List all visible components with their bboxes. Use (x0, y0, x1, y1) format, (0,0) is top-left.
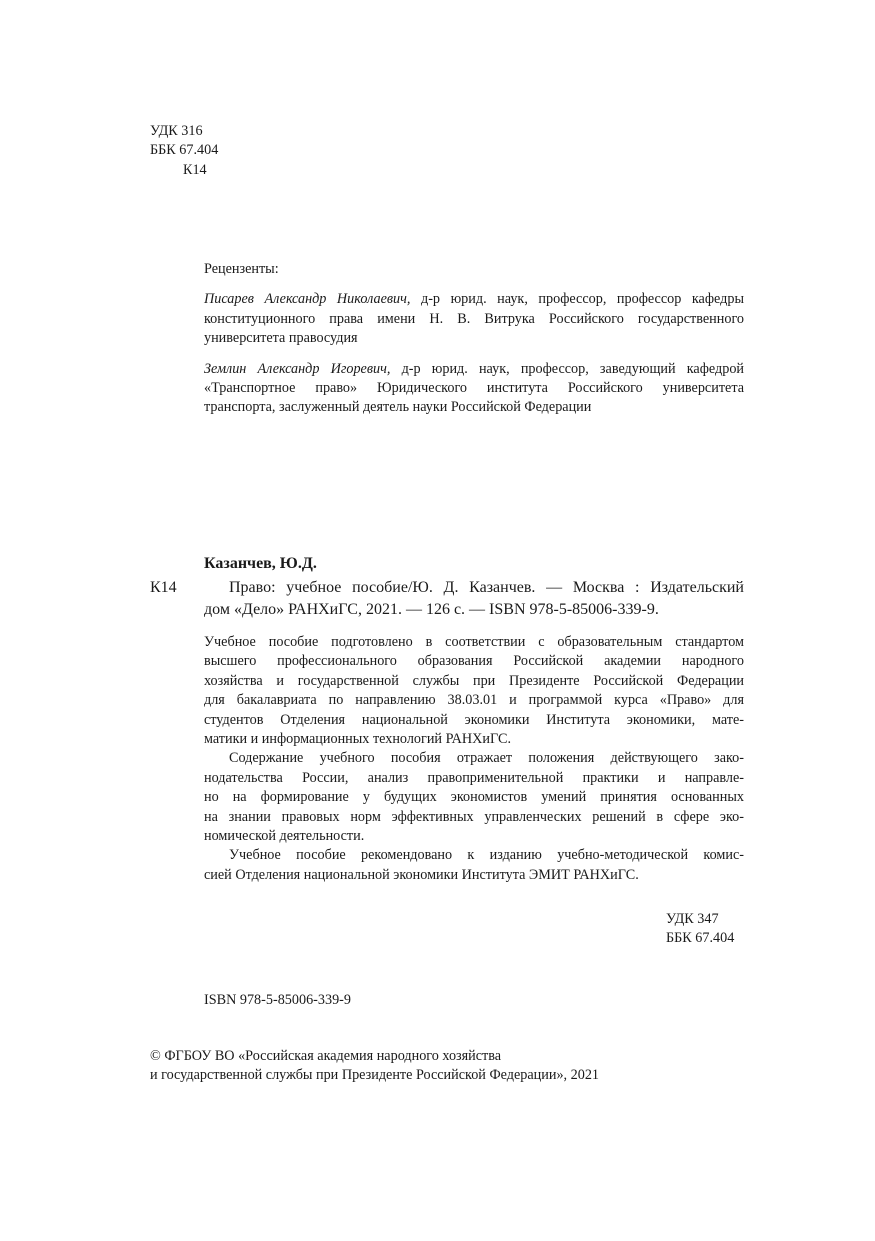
annotation-paragraph-1: Учебное пособие подготовлено в соответствии с образовательным стандартом высшего профессионального образования Российской академии народного хозяйства и государственной службы при Президенте Российской Федерации для бакалавриата по направлению 38.03.01 и программой курса «Право» для студентов Отделения национальной экономики Института экономики, мате- матики и информационных технологий РАНХиГС. (204, 634, 744, 748)
catalog-author: Казанчев, Ю.Д. (204, 555, 317, 572)
footer-udk-code: УДК 347 (666, 911, 719, 927)
footer-codes (666, 910, 734, 949)
author-mark: К14 (183, 161, 207, 178)
annotation (204, 633, 744, 885)
isbn: ISBN 978-5-85006-339-9 (204, 992, 351, 1008)
reviewer-1-name: Писарев Александр Николаевич, (204, 291, 411, 308)
reviewer-2-name: Землин Александр Игоревич, (204, 360, 391, 377)
copyright-line-1: © ФГБОУ ВО «Российская академия народного хозяйства (150, 1048, 502, 1064)
reviewers-block (204, 260, 744, 418)
udk-code: УДК 316 (150, 123, 203, 139)
reviewers-title: Рецензенты: (204, 261, 279, 277)
bbk-code: ББК 67.404 (150, 142, 219, 159)
reviewer-1: Писарев Александр Николаевич, д-р юрид. наук, профессор, профессор кафедры конституционного права имени Н. В. Витрука Российского государственного университета правосудия (204, 291, 744, 347)
reviewer-2: Землин Александр Игоревич, д-р юрид. наук, профессор, заведующий кафедрой «Транспортное право» Юридического института Российского университета транспорта, заслуженный деятель науки Российской Федерации (204, 360, 745, 416)
catalog-entry: Право: учебное пособие/Ю. Д. Казанчев. — Москва : Издательский дом «Дело» РАНХиГС, 2021. — 126 с. — ISBN 978-5-85006-339-9. (204, 579, 744, 618)
copyright (150, 1047, 599, 1086)
annotation-paragraph-2: Содержание учебного пособия отражает положения действующего зако- нодательства России, анализ правоприменительной практики и направле- но на формирование у будущих экономистов умений принятия основанных на знании правовых норм эффективных управленческих решений в сфере эко- номической деятельности. (204, 750, 744, 845)
catalog-author-mark: К14 (150, 579, 177, 596)
header-codes (150, 122, 218, 180)
footer-bbk-code: ББК 67.404 (666, 930, 735, 947)
copyright-line-2: и государственной службы при Президенте Российской Федерации», 2021 (150, 1067, 600, 1084)
annotation-paragraph-3: Учебное пособие рекомендовано к изданию учебно-методической комис- сией Отделения национальной экономики Института ЭМИТ РАНХиГС. (204, 847, 744, 883)
